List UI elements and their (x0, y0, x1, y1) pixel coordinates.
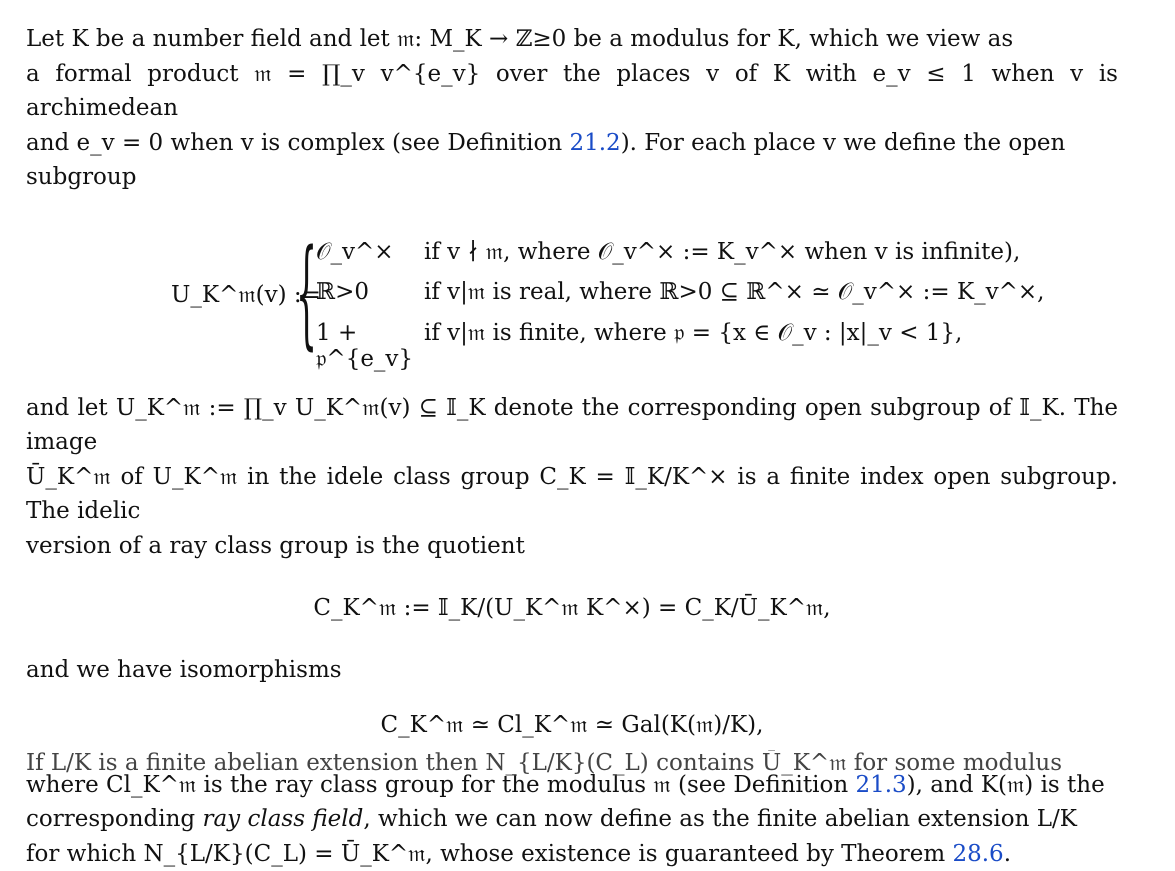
definition-link[interactable]: 21.2 (569, 130, 620, 156)
case-3-condition: if v|𝔪 is finite, where 𝔭 = {x ∈ 𝒪_v : |x|_v < 1}, (424, 320, 962, 346)
p2-line1: and let U_K^𝔪 := ∏_v U_K^𝔪(v) ⊆ 𝕀_K denote the corresponding open subgroup of 𝕀_K. The image (26, 395, 1118, 456)
cases-equation (26, 233, 1118, 363)
case-2-condition: if v|𝔪 is real, where ℝ>0 ⊆ ℝ^× ≃ 𝒪_v^× := K_v^×, (424, 279, 1045, 305)
left-brace: { (296, 233, 317, 351)
p1-line3-post: ). For each place v we define the open (621, 130, 1066, 156)
paragraph-4 (26, 768, 1118, 871)
p4-line2-pre: corresponding (26, 806, 195, 832)
paragraph-2 (26, 391, 1118, 564)
paragraph-1 (26, 22, 1118, 195)
equation-idelic-ray-class: C_K^𝔪 := 𝕀_K/(U_K^𝔪 K^×) = C_K/Ū_K^𝔪, (26, 573, 1118, 643)
p2-line2: Ū_K^𝔪 of U_K^𝔪 in the idele class group C_K = 𝕀_K/K^× is a finite index open subgroup. The idelic (26, 464, 1118, 525)
page-content (26, 22, 1118, 871)
theorem-link[interactable]: 28.6 (952, 841, 1003, 867)
p1-line2: a formal product 𝔪 = ∏_v v^{e_v} over the places v of K with e_v ≤ 1 when v is archimedean (26, 61, 1118, 122)
p4-line2-post: , which we can now define as the finite abelian extension L/K (363, 806, 1077, 832)
p2-line3: version of a ray class group is the quotient (26, 533, 525, 559)
ray-class-field-term: ray class field (202, 806, 363, 832)
cutoff-line: If L/K is a finite abelian extension then N_{L/K}(C_L) contains Ū_K^𝔪 for some modulus (26, 750, 1062, 780)
cases-lhs: U_K^𝔪(v) := (171, 282, 321, 308)
paragraph-3: and we have isomorphisms (26, 653, 1118, 688)
equation-isomorphisms: C_K^𝔪 ≃ Cl_K^𝔪 ≃ Gal(K(𝔪)/K), (26, 690, 1118, 760)
p1-line4: subgroup (26, 164, 136, 190)
p1-line1: Let K be a number field and let 𝔪: M_K → ℤ≥0 be a modulus for K, which we view as (26, 26, 1013, 52)
p4-line3-pre: for which N_{L/K}(C_L) = Ū_K^𝔪, whose existence is guaranteed by Theorem (26, 841, 945, 867)
definition-link-2[interactable]: 21.3 (855, 772, 906, 798)
case-1-value: 𝒪_v^× (316, 239, 394, 265)
case-1-condition: if v ∤ 𝔪, where 𝒪_v^× := K_v^× when v is infinite), (424, 239, 1020, 265)
case-2-value: ℝ>0 (316, 279, 369, 305)
case-3-value: 1 + 𝔭^{e_v} (316, 320, 413, 372)
p4-line3-post: . (1004, 841, 1011, 867)
p1-line3-pre: and e_v = 0 when v is complex (see Definition (26, 130, 562, 156)
p4-line1-post: ), and K(𝔪) is the (907, 772, 1105, 798)
p4-line1-pre: where Cl_K^𝔪 is the ray class group for the modulus 𝔪 (see Definition (26, 772, 848, 798)
